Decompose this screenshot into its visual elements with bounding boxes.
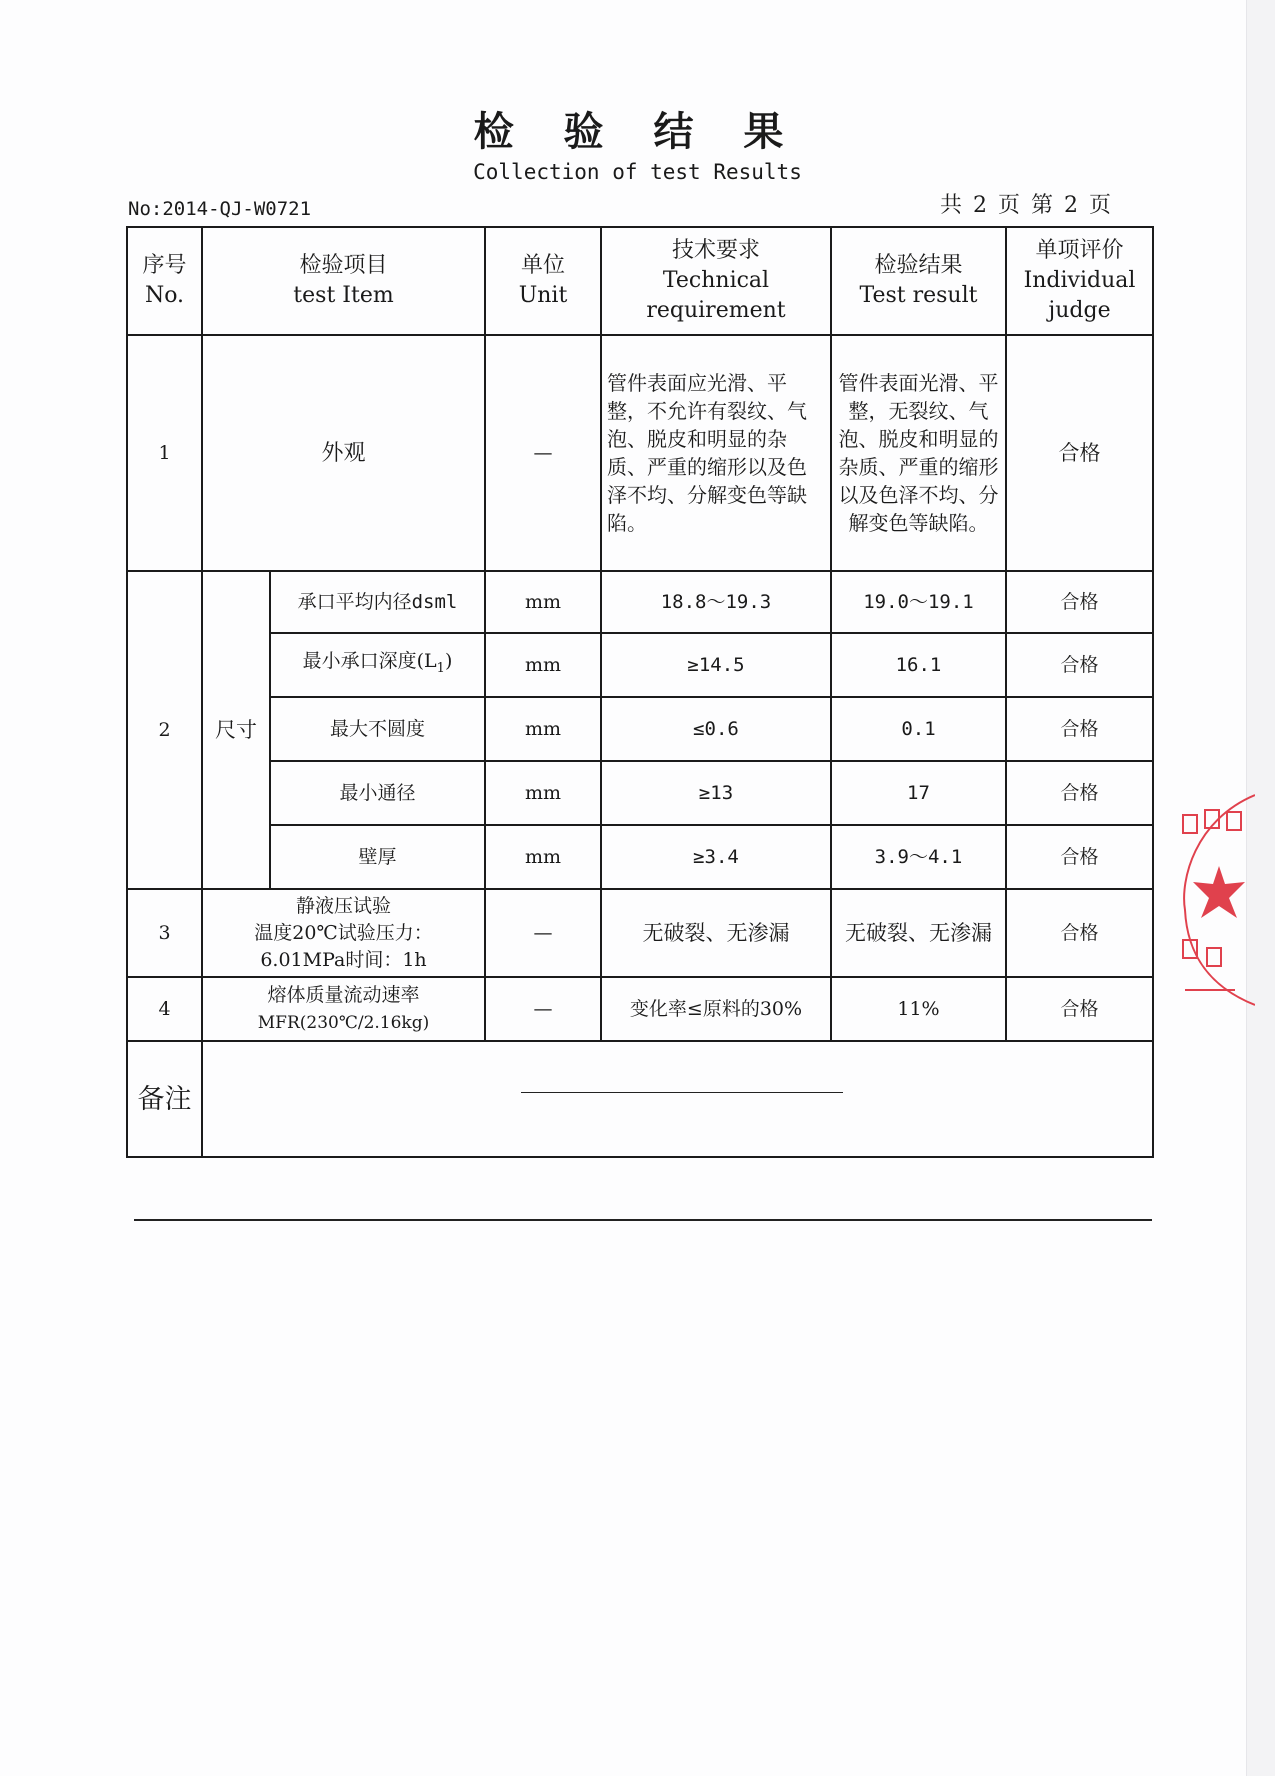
row1-no: 1 (127, 335, 202, 571)
row4-requirement: 变化率≤原料的30% (601, 977, 831, 1041)
row2-sub2-requirement: ≥14.5 (601, 633, 831, 697)
official-seal (1175, 790, 1255, 1010)
header-item-cn: 检验项目 (299, 253, 388, 278)
row3-unit: — (485, 889, 601, 977)
remarks-line (521, 1092, 843, 1093)
table-row (127, 825, 1153, 889)
row2-sub1-result: 19.0～19.1 (831, 571, 1006, 633)
seal-shape (1183, 795, 1255, 1005)
header-judge (1006, 227, 1153, 335)
seal-glyph-1 (1183, 815, 1197, 833)
header-req-en1: Technical (662, 268, 770, 293)
seal-glyph-3 (1227, 812, 1241, 830)
header-unit-en: Unit (518, 283, 568, 308)
header-judge-en1: Individual (1023, 268, 1136, 293)
row2-sub4-result: 17 (831, 761, 1006, 825)
row4-result: 11% (831, 977, 1006, 1041)
row2-group: 尺寸 (202, 571, 270, 889)
row2-sub5-requirement: ≥3.4 (601, 825, 831, 889)
row3-item-l2: 温度20℃试验压力： (254, 921, 433, 944)
table-row (127, 571, 1153, 633)
row2-sub1-unit: mm (485, 571, 601, 633)
row2-sub2-unit: mm (485, 633, 601, 697)
row2-sub5-judge: 合格 (1006, 825, 1153, 889)
row2-sub2-result: 16.1 (831, 633, 1006, 697)
row2-no: 2 (127, 571, 202, 889)
header-item-en: test Item (293, 283, 394, 308)
row1-requirement: 管件表面应光滑、平整，不允许有裂纹、气泡、脱皮和明显的杂质、严重的缩形以及色泽不均、分解变色等缺陷。 (601, 335, 831, 571)
row3-item-l1: 静液压试验 (295, 894, 391, 917)
header-requirement (601, 227, 831, 335)
row2-sub2-item (270, 633, 485, 697)
row2-sub4-unit: mm (485, 761, 601, 825)
row4-judge: 合格 (1006, 977, 1153, 1041)
row3-result: 无破裂、无渗漏 (831, 889, 1006, 977)
row2-sub3-judge: 合格 (1006, 697, 1153, 761)
header-no (127, 227, 202, 335)
header-row (127, 227, 1153, 335)
remarks-body (202, 1041, 1153, 1157)
seal-star-icon (1193, 866, 1245, 918)
row2-sub5-result: 3.9～4.1 (831, 825, 1006, 889)
header-judge-cn: 单项评价 (1035, 238, 1124, 263)
row3-judge: 合格 (1006, 889, 1153, 977)
header-req-en2: requirement (646, 298, 786, 323)
report-number: No:2014-QJ-W0721 (128, 198, 312, 220)
row2-sub1-judge: 合格 (1006, 571, 1153, 633)
row3-item-l3: 6.01MPa时间：1h (260, 948, 427, 971)
row2-sub2-item-tail: ) (444, 650, 453, 673)
header-item (202, 227, 485, 335)
row2-sub1-item: 承口平均内径dsml (270, 571, 485, 633)
table-row (127, 697, 1153, 761)
row2-sub4-judge: 合格 (1006, 761, 1153, 825)
row2-sub5-unit: mm (485, 825, 601, 889)
header-unit-cn: 单位 (520, 253, 565, 278)
header-req-cn: 技术要求 (671, 238, 760, 263)
table-row (127, 633, 1153, 697)
header-judge-en2: judge (1048, 298, 1111, 323)
page-count: 共 2 页 第 2 页 (940, 193, 1113, 218)
header-result-cn: 检验结果 (874, 253, 963, 278)
row2-sub2-item-subscript: 1 (436, 660, 445, 676)
row1-item: 外观 (202, 335, 485, 571)
row1-unit: — (485, 335, 601, 571)
header-no-en: No. (144, 283, 185, 308)
table-row (127, 761, 1153, 825)
seal-glyph-5 (1207, 948, 1221, 966)
remarks-label: 备注 (127, 1041, 202, 1157)
header-no-cn: 序号 (142, 253, 187, 278)
row1-result: 管件表面光滑、平整，无裂纹、气泡、脱皮和明显的杂质、严重的缩形以及色泽不均、分解变色等缺陷。 (831, 335, 1006, 571)
row2-sub3-result: 0.1 (831, 697, 1006, 761)
row2-sub3-unit: mm (485, 697, 601, 761)
table-row (127, 889, 1153, 977)
row3-requirement: 无破裂、无渗漏 (601, 889, 831, 977)
row2-sub5-item: 壁厚 (270, 825, 485, 889)
remarks-row (127, 1041, 1153, 1157)
row1-judge: 合格 (1006, 335, 1153, 571)
document-subtitle: Collection of test Results (473, 160, 802, 184)
row3-no: 3 (127, 889, 202, 977)
row4-unit: — (485, 977, 601, 1041)
row2-sub2-judge: 合格 (1006, 633, 1153, 697)
row3-item (202, 889, 485, 977)
row2-sub4-item: 最小通径 (270, 761, 485, 825)
row2-sub2-item-text: 最小承口深度(L (302, 650, 437, 673)
table-row (127, 977, 1153, 1041)
header-unit (485, 227, 601, 335)
table-row (127, 335, 1153, 571)
row4-item (202, 977, 485, 1041)
header-result (831, 227, 1006, 335)
document-title: 检 验 结 果 (473, 108, 802, 155)
results-table (126, 226, 1154, 1158)
row2-sub1-requirement: 18.8～19.3 (601, 571, 831, 633)
row4-item-l2: MFR(230℃/2.16kg) (257, 1012, 430, 1033)
row4-no: 4 (127, 977, 202, 1041)
row2-sub3-item: 最大不圆度 (270, 697, 485, 761)
row4-item-l1: 熔体质量流动速率 (267, 983, 420, 1006)
row2-sub4-requirement: ≥13 (601, 761, 831, 825)
header-result-en: Test result (859, 283, 978, 308)
row2-sub3-requirement: ≤0.6 (601, 697, 831, 761)
bottom-rule (134, 1219, 1152, 1221)
